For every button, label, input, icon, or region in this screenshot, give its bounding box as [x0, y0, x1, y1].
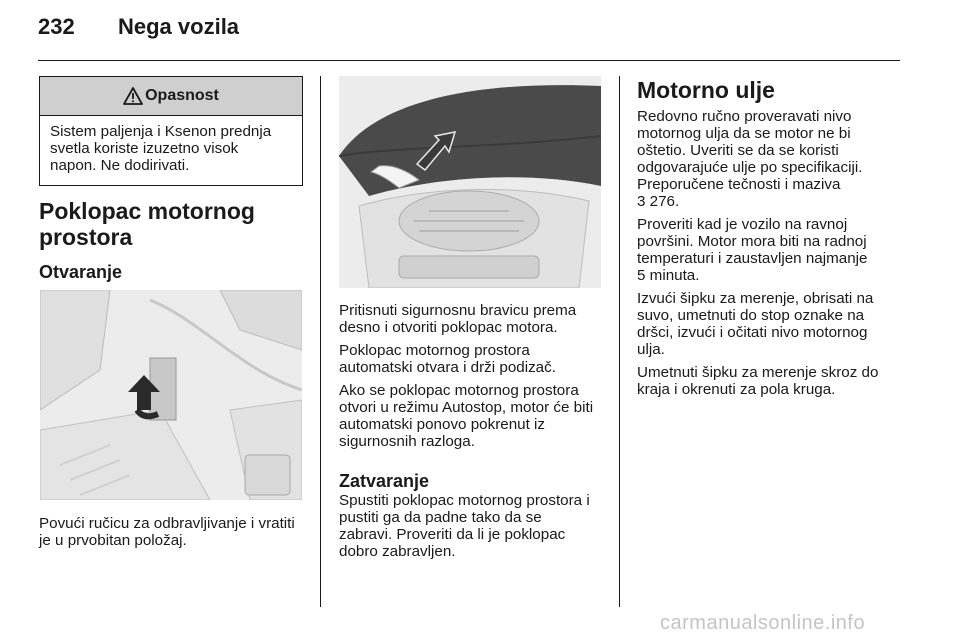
text-line: desno i otvoriti poklopac motora.: [339, 319, 558, 336]
paragraph: [339, 302, 607, 336]
warning-title: Opasnost: [145, 87, 219, 104]
paragraph: [637, 290, 907, 358]
text-line: automatski otvara i drži podizač.: [339, 359, 556, 376]
page-header: [38, 14, 239, 40]
paragraph: [637, 216, 907, 284]
opening-caption: [39, 515, 295, 549]
text-line: Umetnuti šipku za merenje skroz do: [637, 364, 879, 381]
text-line: motornog ulja da se motor ne bi: [637, 125, 851, 142]
header-rule: [38, 60, 900, 61]
text-line: Ako se poklopac motornog prostora: [339, 382, 579, 399]
paragraph: [637, 364, 907, 398]
warning-line: Sistem paljenja i Ksenon prednja: [50, 123, 272, 140]
closing-text: [339, 492, 607, 560]
text-line: ulja.: [637, 341, 665, 358]
warning-header: [40, 77, 302, 116]
text-line: Poklopac motornog prostora: [339, 342, 530, 359]
caption-line: je u prvobitan položaj.: [39, 532, 187, 549]
page-title: Nega vozila: [118, 14, 240, 39]
warning-triangle-icon: [123, 87, 143, 105]
text-line: Pritisnuti sigurnosnu bravicu prema: [339, 302, 577, 319]
text-line: otvori u režimu Autostop, motor će biti: [339, 399, 594, 416]
closing-heading: Zatvaranje: [339, 471, 430, 491]
oil-heading: Motorno ulje: [637, 77, 775, 103]
warning-line: napon. Ne dodirivati.: [50, 157, 190, 174]
section-title-line: prostora: [39, 224, 133, 250]
paragraph: [637, 108, 907, 210]
text-line: površini. Motor mora biti na radnoj: [637, 233, 867, 250]
text-line: kraja i okrenuti za pola kruga.: [637, 381, 836, 398]
paragraph: [339, 382, 607, 450]
cross-reference[interactable]: 3 276.: [637, 193, 680, 210]
text-line: sigurnosnih razloga.: [339, 433, 475, 450]
watermark: carmanualsonline.info: [660, 612, 866, 634]
text-line: odgovarajuće ulje po specifikaciji.: [637, 159, 863, 176]
text-line: zabravi. Proveriti da li je poklopac: [339, 526, 566, 543]
text-line: Izvući šipku za merenje, obrisati na: [637, 290, 874, 307]
opening-heading: Otvaranje: [39, 262, 123, 282]
section-title: [39, 198, 255, 250]
column-divider-2: [619, 76, 620, 607]
middle-text: [339, 302, 607, 456]
column-divider-1: [320, 76, 321, 607]
caption-line: Povući ručicu za odbravljivanje i vratiti: [39, 515, 295, 532]
warning-box: [39, 76, 303, 186]
text-line: dršci, izvući i očitati nivo motornog: [637, 324, 868, 341]
text-line: oštetio. Uveriti se da se koristi: [637, 142, 839, 159]
text-line: Proveriti kad je vozilo na ravnoj: [637, 216, 848, 233]
release-lever-illustration: [40, 290, 302, 500]
text-line: pustiti ga da padne tako da se: [339, 509, 542, 526]
warning-text: [40, 116, 302, 181]
section-title-line: Poklopac motornog: [39, 198, 255, 224]
paragraph: [339, 342, 607, 376]
text-line: dobro zabravljen.: [339, 543, 456, 560]
text-line: 5 minuta.: [637, 267, 700, 284]
oil-text: [637, 108, 907, 404]
page-number: 232: [38, 14, 75, 39]
text-line: Spustiti poklopac motornog prostora i: [339, 492, 590, 509]
text-line: automatski ponovo pokrenut iz: [339, 416, 545, 433]
text-line: Preporučene tečnosti i maziva: [637, 176, 841, 193]
text-line: Redovno ručno proveravati nivo: [637, 108, 852, 125]
text-line: temperaturi i zaustavljen najmanje: [637, 250, 868, 267]
hood-illustration: [339, 76, 601, 288]
text-line: suvo, umetnuti do stop oznake na: [637, 307, 865, 324]
warning-line: svetla koriste izuzetno visok: [50, 140, 239, 157]
